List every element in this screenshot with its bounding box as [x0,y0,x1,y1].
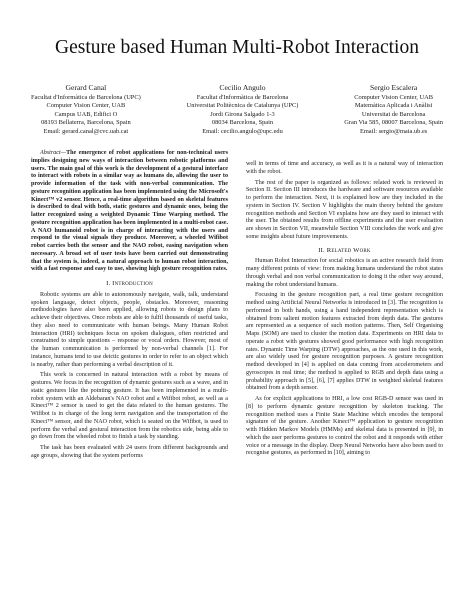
author-affiliation: Universitat de Barcelona [361,110,426,118]
author-address: Jordi Girona Salgado 1-3 [210,110,275,118]
section-heading-introduction: I. Introduction [106,280,153,287]
paragraph: Robotic systems are able to autonomously navigate, walk, talk, understand spoken language, detect objects, people, obstacles. Moreover, reasoning methodologies have also been applied, allowing robots to design plans to achieve their objectives. Once robots are able to fulfil thousands of useful tasks, they also need to communicate with human beings. Many Human Robot Interaction (HRI) techniques focus on spoken dialogues, often restricted and constrained to simple questions – response or vocal orders. However, most of the human communication is performed by non-verbal channels [1]. For instance, humans tend to use deictic gestures in order to refer to an object which is nearby, rather than performing a verbal description of it. [31,291,228,368]
abstract-body: The emergence of robot applications for non-technical users implies designing new ways of interaction between robotic platforms and users. The main goal of this work is the development of a gestural interface to interact with robots in a similar way as humans do, allowing the user to provide information of the task with non-verbal communication. The gesture recognition application has been implemented using the Microsoft's Kinect™ v2 sensor. Hence, a real-time algorithm based on skeletal features is described to deal with both, static gestures and dynamic ones, being the latter recognized using a weighted Dynamic Time Warping method. The gesture recognition application has been implemented in a multi-robot case. A NAO humanoid robot is in charge of interacting with the users and respond to the visual signals they produce. Moreover, a wheeled Wifibot robot carries both the sensor and the NAO robot, easing navigation when necessary. A broad set of user tests have been carried out demonstrating that the system is, indeed, a natural approach to human robot interaction, with a fast response and easy to use, showing high gesture recognition rates. [31,150,228,273]
paragraph: The task has been evaluated with 24 users from different backgrounds and age groups, showing that the system performs [31,445,228,459]
paragraph: As for explicit applications to HRI, a low cost RGB-D sensor was used in [8] to perform dynamic gesture recognition by skeleton tracking. The recognition method uses a Finite State Machine which encodes the temporal signature of the gesture. Another Kinect™ application to gesture recognition with Hidden Markov Models (HMMs) and skeletal data is presented in [9], in which the user performs gestures to control the robot and it responds with either voice or a message in the display. Deep Neural Networks have also been used to recognise gestures, as performed in [10], aiming to [246,396,443,457]
author-name: Sergio Escalera [369,83,418,92]
author-address: Campus UAB, Edifici O [54,110,118,118]
author-name: Cecilio Angulo [219,83,266,92]
author-2 [187,83,299,136]
author-3 [344,83,443,136]
paragraph: Focusing in the gesture recognition part, a real time gesture recognition method using Artificial Neural Networks is introduced in [3]. The recognition is performed in both hands, using a hand independent representation which is obtained from salient motion features extracted from depth data. The gestures are represented as a sequence of such motion patterns. Then, Self Organising Maps (SOM) are used to cluster the motion data. Experiments on HRI data to operate a robot with gestures showed good performance with high recognition rates. Dynamic Time Warping (DTW) approaches, as the one used in this work, are also widely used for gesture recognition purposes. A gesture recognition method developed in [4] is applied on data coming from accelerometers and gyroscopes in real time; the method is applied to RGB and depth data using a probability approach in [5], [6], [7] applies DTW in weighted skeletal features obtained from a depth sensor. [246,292,443,392]
author-affiliation: Facultat d'Informàtica de Barcelona [196,93,289,101]
author-affiliation: Universitat Politècnica de Catalunya (UPC) [186,102,299,110]
abstract-lead: Abstract— [40,150,67,156]
section-heading-related-work: II. Related Work [318,246,371,254]
abstract [31,150,228,274]
paragraph: well in terms of time and accuracy, as well as it is a natural way of interaction with the robot. [246,161,443,175]
author-address: Gran Via 585, 08007 Barcelona, Spain [344,119,443,127]
paragraph: This work is concerned in natural interaction with a robot by means of gestures. We focus in the recognition of dynamic gestures such as a wave, and in static gestures like the pointing gesture. It has been implemented in a multi-robot system with an Aldebaran's NAO robot and a Wifibot robot, as well as a Kinect™ 2 sensor is used to get the data related to the human gestures. The Wifibot is in charge of the long term navigation and the transportation of the Kinect™ sensor, and the NAO robot, which is seated on the Wifibot, is used to perform the verbal and gestural interaction from the robotics side, being able to go down from the wheeled robot to finish a task by standing. [31,372,228,441]
paper-title: Gesture based Human Multi-Robot Interaction [55,37,419,58]
right-column [246,161,443,461]
author-email: Email: cecilio.angulo@upc.edu [202,127,283,135]
left-column [31,150,228,464]
author-block [31,83,443,136]
author-name: Gerard Canal [65,83,107,92]
author-affiliation: Matemàtica Aplicada i Anàlisi [354,102,433,110]
author-1 [31,83,141,136]
paragraph: The rest of the paper is organized as follows: related work is reviewed in Section II. Section III introduces the hardware and software resources available to perform the interaction. Next, it is explained how are they included in the system in Section IV. Section V highlights the main theory behind the gesture recognition methods and Section VI explains how are they used to interact with the user. The obtained results from offline experiments and the user evaluation are shown in Section VII, meanwhile Section VIII concludes the work and give some insights about future improvements. [246,179,443,240]
author-email: Email: gerard.canal@cvc.uab.cat [43,127,129,135]
author-address: 08034 Barcelona, Spain [211,119,274,127]
paragraph: Human Robot Interaction for social robotics is an active research field from many different points of view: from making humans understand the robot states through verbal and non verbal communication to doing it the other way around, making the robot understand humans. [246,258,443,288]
author-email: Email: sergio@maia.ub.es [359,127,428,135]
author-affiliation: Facultat d'Informàtica de Barcelona (UPC) [31,93,141,101]
author-affiliation: Computer Vision Center, UAB [354,93,433,101]
author-affiliation: Computer Vision Center, UAB [46,102,126,110]
author-address: 08193 Bellaterra, Barcelona, Spain [41,119,131,127]
